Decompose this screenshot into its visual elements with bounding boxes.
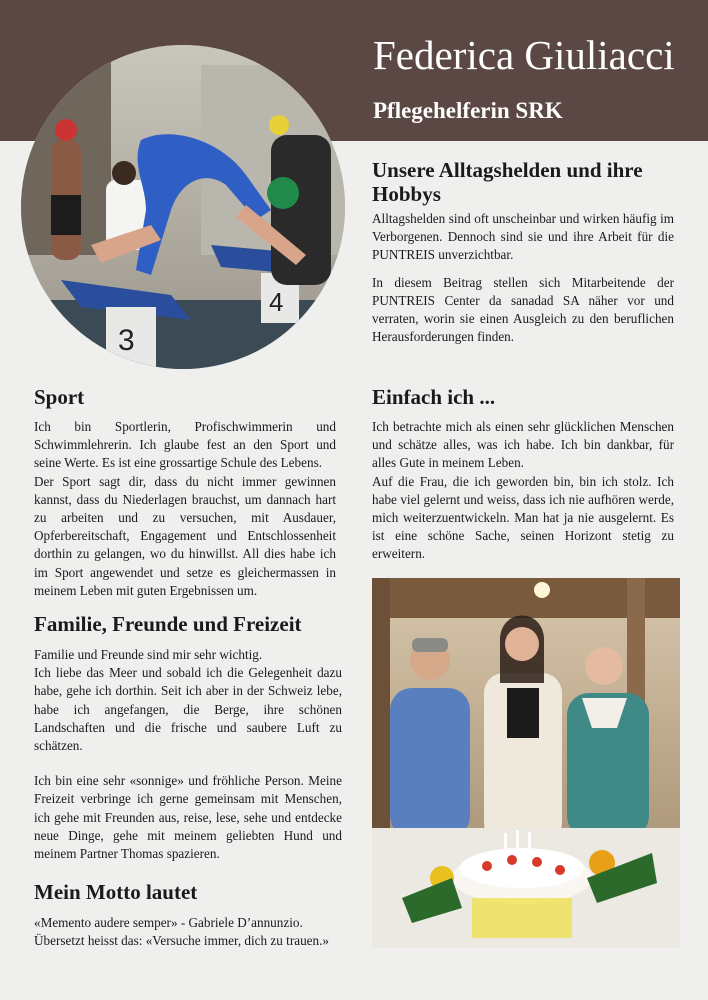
motto-title: Mein Motto lautet [34,880,198,904]
sport-title: Sport [34,385,85,409]
sport-paragraph: Der Sport sagt dir, dass du nicht immer gewinnen kannst, dass du Niederlagen brauchst, um dannach hart zu arbeiten und zu versuchen, mit Ausdauer, Opferbereitschaft, Engagement und Entschlossenheit dorthin zu gelangen, wo du hinwillst. All dies habe ich im Sport angewendet und setze es gleichermassen in meinem Leben mit guten Ergebnissen um. [34,473,336,598]
family-paragraph: Familie und Freunde sind mir sehr wichtig. [34,647,263,662]
simply-me-title: Einfach ich ... [372,385,496,409]
family-celebration-photo [372,578,680,948]
intro-title: Unsere Alltagshelden und ihre Hobbys [372,158,643,206]
family-text [34,646,342,863]
person-name: Federica Giuliacci [373,32,675,78]
swimming-photo [21,45,345,369]
intro-text [372,210,674,346]
person-role: Pflegehelferin SRK [373,98,563,123]
motto-line: Übersetzt heisst das: «Versuche immer, dich zu trauen.» [34,933,329,949]
family-paragraph: Ich bin eine sehr «sonnige» und fröhliche Person. Meine Freizeit verbringe ich gerne gemeinsam mit Menschen, ich gehe mit Freunden aus, reise, lese, sehe und entdecke neue Dinge, gehe mit meinem geliebten Hund und meinem Partner Thomas spazieren. [34,773,342,862]
simply-me-paragraph: Auf die Frau, die ich geworden bin, bin ich stolz. Ich habe viel gelernt und weiss, dass ich nie aufhören werde, mich weiterzuentwickeln. Man hat ja nie ausgelernt. Es ist eine schöne Sache, seinen Horizont stetig zu erweitern. [372,473,674,562]
family-paragraph: Ich liebe das Meer und sobald ich die Gelegenheit dazu habe, gehe ich dorthin. Seit ich aber in der Schweiz lebe, habe ich angefangen, die Berge, ihre schönen Landschaften und die frische und saubere Luft zu schätzen. [34,665,342,754]
family-title: Familie, Freunde und Freizeit [34,612,302,636]
motto-text [34,914,354,950]
motto-line: «Memento audere semper» - Gabriele D’annunzio. [34,915,303,930]
svg-text:3: 3 [118,324,135,357]
sport-paragraph: Ich bin Sportlerin, Profischwimmerin und Schwimmlehrerin. Ich glaube fest an den Sport und seine Werte. Es ist eine grossartige Schule des Lebens. [34,419,336,471]
sport-text [34,418,336,600]
simply-me-paragraph: Ich betrachte mich als einen sehr glücklichen Menschen und schätze alles, was ich habe. Ich bin dankbar, für alles Gute in meinem Leben. [372,419,674,471]
simply-me-text [372,418,674,564]
svg-text:4: 4 [269,287,284,317]
intro-paragraph: In diesem Beitrag stellen sich Mitarbeitende der PUNTREIS Center da sanadad SA näher vor und verraten, worin sie einen Ausgleich zu den beruflichen Herausforderungen finden. [372,274,674,345]
intro-paragraph: Alltagshelden sind oft unscheinbar und wirken häufig im Verborgenen. Dennoch sind sie und ihre Arbeit für die PUNTREIS unverzichtbar. [372,211,674,263]
